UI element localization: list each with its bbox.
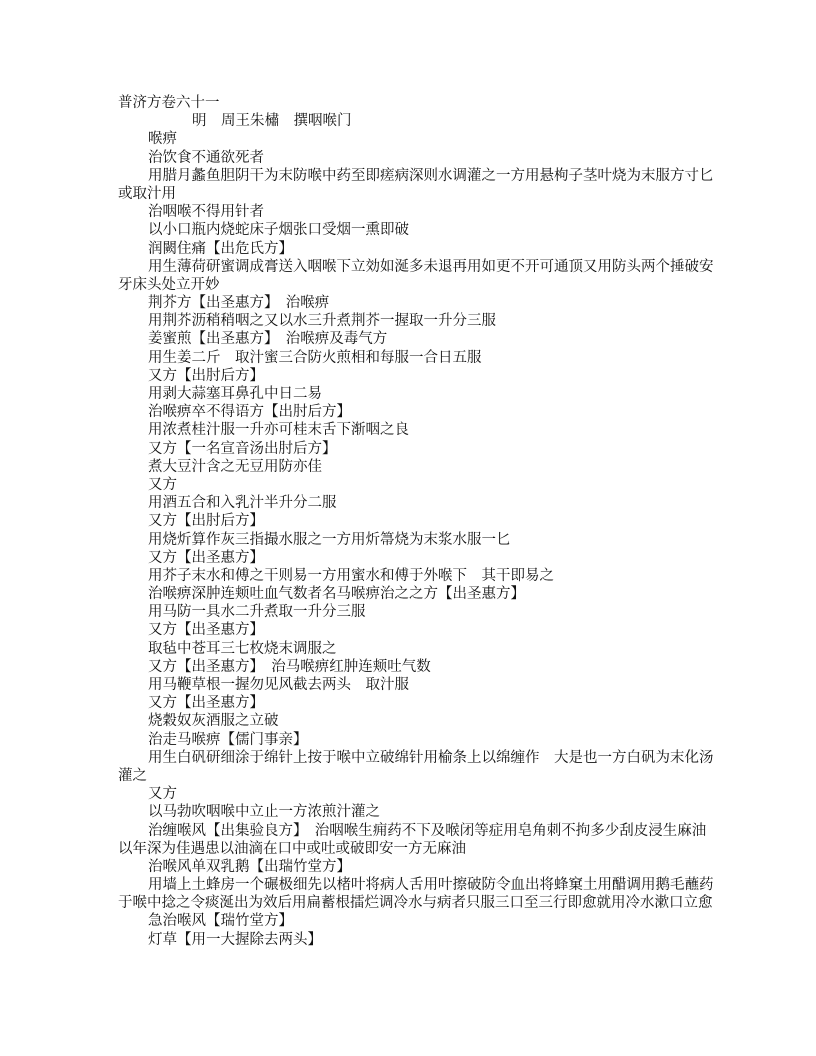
text-line: 又方【一名宣音汤出肘后方】 — [148, 440, 337, 457]
text-line: 又方【出肘后方】 — [148, 513, 264, 530]
text-line: 用芥子末水和傅之干则易一方用蜜水和傅于外喉下 其干即易之 — [148, 567, 554, 584]
text-line: 又方【出圣惠方】 — [148, 549, 264, 566]
text-line: 用腊月蠡鱼胆阴干为末防喉中药至即瘥病深则水调灌之一方用悬枸子茎叶烧为末服方寸匕 — [148, 167, 714, 184]
document-byline: 明 周王朱橚 撰咽喉门 — [192, 113, 352, 130]
text-line: 烧穀奴灰酒服之立破 — [148, 713, 279, 730]
text-line: 姜蜜煎【出圣惠方】 治喉痹及毒气方 — [148, 331, 388, 348]
text-line: 又方【出圣惠方】 治马喉痹红肿连颊吐气数 — [148, 658, 431, 675]
text-line: 用马鞭草根一握勿见风截去两头 取汁服 — [148, 677, 409, 693]
text-line: 治喉痹卒不得语方【出肘后方】 — [148, 404, 351, 421]
text-line: 以马勃吹咽喉中立止一方浓煎汁灌之 — [148, 804, 380, 821]
text-line: 以年深为佳遇患以油滴在口中或吐或破即安一方无麻油 — [118, 840, 466, 857]
text-line: 喉痹 — [148, 131, 177, 148]
text-line: 又方【出圣惠方】 — [148, 695, 264, 712]
document-body — [118, 130, 758, 948]
text-line: 煮大豆汁含之无豆用防亦佳 — [148, 458, 322, 475]
text-line: 治喉痹深肿连颊吐血气数者名马喉痹治之之方【出圣惠方】 — [148, 586, 525, 603]
text-line: 用浓煮桂汁服一升亦可桂末舌下渐咽之良 — [148, 422, 409, 439]
text-line: 灌之 — [118, 767, 147, 784]
text-line: 用酒五合和入乳汁半升分二服 — [148, 495, 337, 512]
text-line: 用生薄荷研蜜调成膏送入咽喉下立効如涎多未退再用如更不开可通顶又用防头两个捶破安 — [148, 258, 714, 275]
text-line: 用荆芥沥稍稍咽之又以水三升煮荆芥一握取一升分三服 — [148, 313, 496, 330]
text-line: 用马防一具水二升煮取一升分三服 — [148, 604, 366, 621]
text-line: 急治喉风【瑞竹堂方】 — [148, 913, 293, 930]
text-line: 取毡中苍耳三七枚烧末调服之 — [148, 640, 337, 657]
text-line: 用剥大蒜塞耳鼻孔中日二易 — [148, 386, 322, 402]
text-line: 用生姜二斤 取汁蜜三合防火煎相和每服一合日五服 — [148, 349, 482, 366]
text-line: 灯草【用一大握除去两头】 — [148, 931, 322, 948]
document-title: 普济方卷六十一 — [118, 95, 220, 111]
text-line: 治走马喉痹【儒门事亲】 — [148, 731, 308, 748]
text-line: 治饮食不通欲死者 — [148, 149, 264, 166]
text-line: 荆芥方【出圣惠方】 治喉痹 — [148, 295, 330, 312]
text-line: 或取汁用 — [118, 185, 176, 202]
text-line: 治缠喉风【出集验良方】 治咽喉生痈药不下及喉闭等症用皂角刺不拘多少刮皮浸生麻油 — [148, 822, 707, 839]
text-line: 于喉中捻之令痰涎出为效后用扁蓄根擂烂调冷水与病者只服三口至三行即愈就用冷水漱口立愈 — [118, 895, 713, 912]
text-line: 又方 — [148, 476, 177, 493]
text-line: 又方 — [148, 786, 177, 803]
text-line: 又方【出圣惠方】 — [148, 622, 264, 639]
text-line: 治喉风单双乳鹅【出瑞竹堂方】 — [148, 858, 351, 875]
text-line: 用墙上土蜂房一个碾极细先以楮叶将病人舌用叶擦破防令血出将蜂窠土用醋调用鹅毛蘸药 — [148, 877, 714, 894]
text-line: 治咽喉不得用针者 — [148, 204, 264, 221]
document-page — [118, 94, 758, 949]
text-line: 润闕住痛【出危氏方】 — [148, 240, 293, 257]
text-line: 用生白矾研细涂于绵针上按于喉中立破绵针用榆条上以绵缠作 大是也一方白矾为末化汤 — [148, 749, 714, 766]
text-line: 以小口瓶内烧蛇床子烟张口受烟一熏即破 — [148, 222, 409, 239]
text-line: 又方【出肘后方】 — [148, 367, 264, 384]
text-line: 牙床头处立开妙 — [118, 276, 220, 293]
text-line: 用烧炘算作灰三指撮水服之一方用炘箒烧为末浆水服一匕 — [148, 531, 511, 548]
